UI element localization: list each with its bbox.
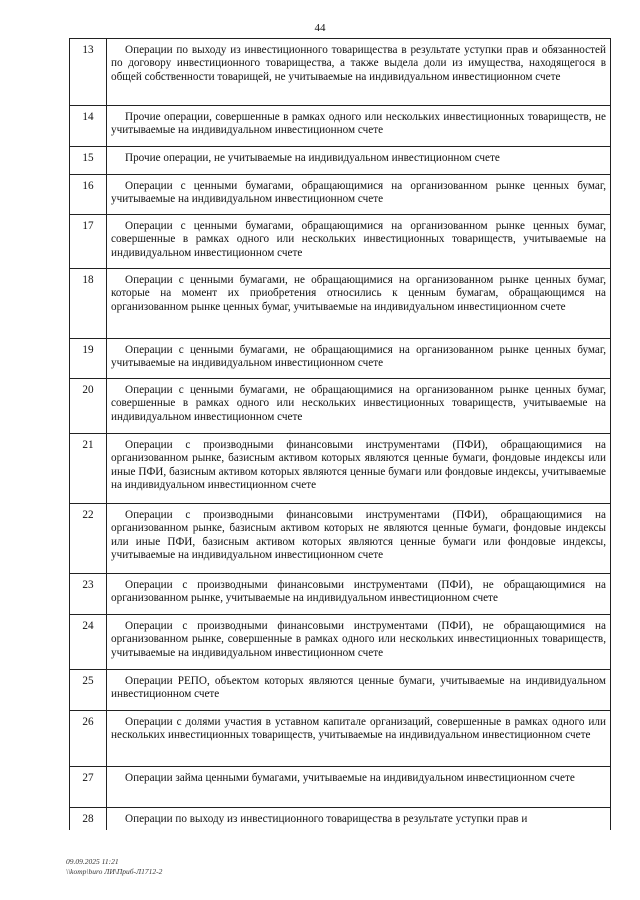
row-number: 27	[70, 767, 107, 808]
row-number: 28	[70, 808, 107, 831]
row-number: 21	[70, 434, 107, 504]
table-row	[70, 670, 611, 711]
row-text: Операции с ценными бумагами, не обращающимися на организованном рынке ценных бумаг, совершенные в рамках одного или нескольких инвестиционных товариществ, учитываемые на индивидуальном инвестиционном счете	[107, 379, 611, 434]
row-number: 24	[70, 615, 107, 670]
row-text: Операции по выходу из инвестиционного товарищества в результате уступки прав и	[107, 808, 611, 831]
table-row	[70, 504, 611, 574]
row-text: Прочие операции, не учитываемые на индивидуальном инвестиционном счете	[107, 147, 611, 175]
table-row	[70, 269, 611, 339]
row-text: Операции с ценными бумагами, обращающимися на организованном рынке ценных бумаг, совершенные в рамках одного или нескольких инвестиционных товариществ, учитываемые на индивидуальном инвестиционном счете	[107, 215, 611, 269]
row-text: Прочие операции, совершенные в рамках одного или нескольких инвестиционных товариществ, не учитываемые на индивидуальном инвестиционном счете	[107, 106, 611, 147]
row-text: Операции с ценными бумагами, не обращающимися на организованном рынке ценных бумаг, которые на момент их приобретения относились к ценным бумагам, обращающимся на организованном рынке ценных бумаг, учитываемые на индивидуальном инвестиционном счете	[107, 269, 611, 339]
table-row	[70, 711, 611, 767]
table-row	[70, 574, 611, 615]
row-number: 26	[70, 711, 107, 767]
row-number: 25	[70, 670, 107, 711]
row-number: 23	[70, 574, 107, 615]
row-number: 13	[70, 39, 107, 106]
print-footer	[66, 857, 162, 877]
file-path: \\komp\buro ЛИ\Приб-Л1712-2	[66, 867, 163, 876]
table-row	[70, 147, 611, 175]
row-text: Операции по выходу из инвестиционного товарищества в результате уступки прав и обязанностей по договору инвестиционного товарищества, а также выдела доли из имущества, находящегося в общей собственности товарищей, не учитываемые на индивидуальном инвестиционном счете	[107, 39, 611, 106]
row-number: 22	[70, 504, 107, 574]
row-number: 18	[70, 269, 107, 339]
row-text: Операции с производными финансовыми инструментами (ПФИ), обращающимися на организованном рынке, базисным активом которых являются ценные бумаги, фондовые индексы или иные ПФИ, базисным активом которых являются ценные бумаги или фондовые индексы, учитываемые на индивидуальном инвестиционном счете	[107, 434, 611, 504]
row-number: 15	[70, 147, 107, 175]
table-row	[70, 39, 611, 106]
table-row	[70, 106, 611, 147]
row-number: 17	[70, 215, 107, 269]
table-row	[70, 175, 611, 215]
row-number: 14	[70, 106, 107, 147]
page-number: 44	[314, 22, 326, 34]
table-row	[70, 339, 611, 379]
table-row	[70, 808, 611, 831]
table-row	[70, 767, 611, 808]
table-row	[70, 434, 611, 504]
table-row	[70, 379, 611, 434]
row-number: 16	[70, 175, 107, 215]
row-text: Операции с ценными бумагами, не обращающимися на организованном рынке ценных бумаг, учитываемые на индивидуальном инвестиционном счете	[107, 339, 611, 379]
row-text: Операции РЕПО, объектом которых являются ценные бумаги, учитываемые на индивидуальном инвестиционном счете	[107, 670, 611, 711]
row-text: Операции с производными финансовыми инструментами (ПФИ), не обращающимися на организованном рынке, учитываемые на индивидуальном инвестиционном счете	[107, 574, 611, 615]
operations-table	[69, 38, 611, 830]
row-text: Операции с долями участия в уставном капитале организаций, совершенные в рамках одного или нескольких инвестиционных товариществ, учитываемые на индивидуальном инвестиционном счете	[107, 711, 611, 767]
table-row	[70, 215, 611, 269]
row-number: 20	[70, 379, 107, 434]
row-text: Операции с производными финансовыми инструментами (ПФИ), обращающимися на организованном рынке, базисным активом которых не являются ценные бумаги, фондовые индексы или иные ПФИ, базисным активом которых являются ценные бумаги или фондовые индексы, учитываемые на индивидуальном инвестиционном счете	[107, 504, 611, 574]
print-timestamp: 09.09.2025 11:21	[66, 857, 119, 866]
row-text: Операции займа ценными бумагами, учитываемые на индивидуальном инвестиционном счете	[107, 767, 611, 808]
table-row	[70, 615, 611, 670]
row-number: 19	[70, 339, 107, 379]
row-text: Операции с ценными бумагами, обращающимися на организованном рынке ценных бумаг, учитываемые на индивидуальном инвестиционном счете	[107, 175, 611, 215]
row-text: Операции с производными финансовыми инструментами (ПФИ), не обращающимися на организованном рынке, совершенные в рамках одного или нескольких инвестиционных товариществ, учитываемые на индивидуальном инвестиционном счете	[107, 615, 611, 670]
